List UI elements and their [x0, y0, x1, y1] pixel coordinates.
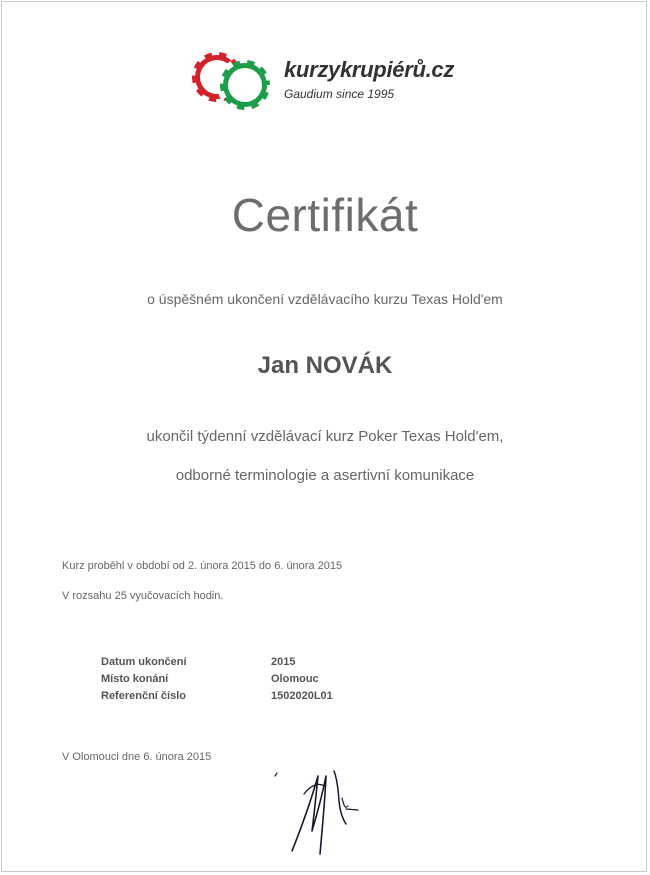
recipient-name: Jan NOVÁK: [257, 352, 393, 379]
detail-label: Referenční číslo: [101, 690, 186, 702]
description-line-2: odborné terminologie a asertivní komunikace: [175, 467, 475, 484]
brand-name: kurzykrupiérů.cz: [284, 57, 455, 82]
detail-label: Datum ukončení: [101, 656, 187, 668]
course-hours: V rozsahu 25 vyučovacích hodin.: [62, 590, 224, 602]
brand-tagline: Gaudium since 1995: [284, 87, 395, 101]
detail-value: 1502020L01: [271, 690, 333, 702]
description-line-1: ukončil týdenní vzdělávací kurz Poker Texas Hold'em,: [146, 428, 504, 445]
detail-label: Místo konání: [101, 673, 169, 685]
signature-icon: [268, 756, 368, 860]
brand-logo: [190, 47, 465, 113]
poker-chips-icon: [190, 47, 280, 113]
certificate-title: Certifikát: [231, 189, 419, 241]
course-period: Kurz proběhl v období od 2. února 2015 do 6. února 2015: [62, 560, 343, 572]
place-and-date: V Olomouci dne 6. února 2015: [62, 751, 212, 763]
detail-value: Olomouc: [271, 673, 319, 685]
detail-value: 2015: [271, 656, 296, 668]
certificate-subtitle: o úspěšném ukončení vzdělávacího kurzu Texas Hold'em: [147, 291, 503, 307]
